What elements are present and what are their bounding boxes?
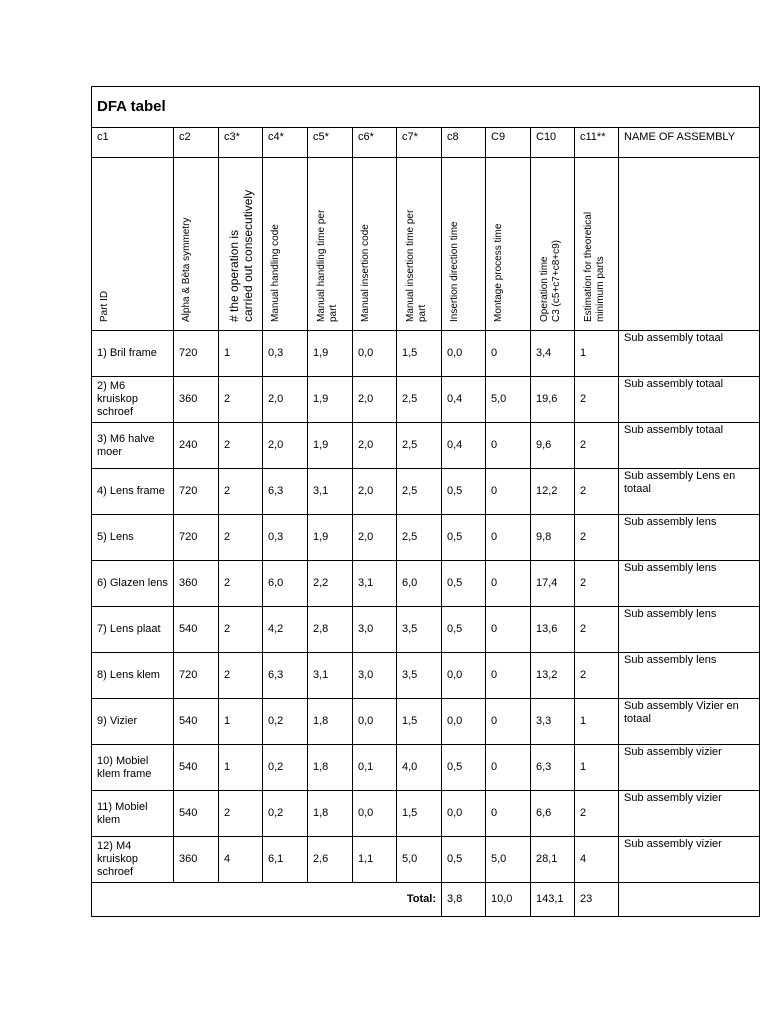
value-cell: 2 xyxy=(575,515,619,561)
total-value: 3,8 xyxy=(442,883,486,917)
total-value: 10,0 xyxy=(486,883,531,917)
value-cell: 360 xyxy=(174,561,219,607)
value-cell: 13,2 xyxy=(531,653,575,699)
table-row xyxy=(92,377,760,423)
column-header-line: part xyxy=(328,304,339,322)
total-label: Total: xyxy=(92,883,442,917)
column-header-label xyxy=(316,210,340,322)
value-cell: 0 xyxy=(486,331,531,377)
column-header-line: Part ID xyxy=(99,290,110,322)
dfa-page xyxy=(91,86,759,917)
column-header-line: # the operation is xyxy=(227,229,241,322)
value-cell: 2 xyxy=(575,607,619,653)
value-cell: 2 xyxy=(219,469,263,515)
value-cell: 2 xyxy=(575,561,619,607)
assembly-name-cell: Sub assembly lens xyxy=(619,607,760,653)
value-cell: 1,1 xyxy=(353,837,397,883)
value-cell: 0 xyxy=(486,699,531,745)
value-cell: 0,0 xyxy=(353,699,397,745)
column-header-row xyxy=(92,158,760,331)
column-code: c1 xyxy=(92,128,174,158)
value-cell: 0,0 xyxy=(353,791,397,837)
assembly-name-cell: Sub assembly lens xyxy=(619,653,760,699)
column-header xyxy=(92,158,174,331)
value-cell: 2,6 xyxy=(308,837,353,883)
value-cell: 1,9 xyxy=(308,331,353,377)
column-header xyxy=(442,158,486,331)
column-code: C10 xyxy=(531,128,575,158)
value-cell: 2,0 xyxy=(353,377,397,423)
value-cell: 0 xyxy=(486,469,531,515)
part-id-cell: 3) M6 halve moer xyxy=(92,423,174,469)
value-cell: 0,0 xyxy=(442,653,486,699)
table-row xyxy=(92,423,760,469)
value-cell: 240 xyxy=(174,423,219,469)
value-cell: 540 xyxy=(174,607,219,653)
value-cell: 2 xyxy=(575,377,619,423)
column-header-line: Manual handling code xyxy=(270,224,281,322)
value-cell: 3,1 xyxy=(353,561,397,607)
value-cell: 9,8 xyxy=(531,515,575,561)
value-cell: 360 xyxy=(174,377,219,423)
value-cell: 6,3 xyxy=(263,653,308,699)
assembly-name-cell: Sub assembly lens xyxy=(619,561,760,607)
column-header-line: part xyxy=(417,304,428,322)
column-header xyxy=(486,158,531,331)
value-cell: 1,5 xyxy=(397,791,442,837)
value-cell: 1 xyxy=(575,699,619,745)
column-header-line: Insertion direction time xyxy=(449,221,460,322)
value-cell: 360 xyxy=(174,837,219,883)
value-cell: 2,0 xyxy=(263,377,308,423)
value-cell: 540 xyxy=(174,745,219,791)
value-cell: 0,5 xyxy=(442,515,486,561)
assembly-name-cell: Sub assembly lens xyxy=(619,515,760,561)
value-cell: 2,8 xyxy=(308,607,353,653)
column-code: c5* xyxy=(308,128,353,158)
value-cell: 720 xyxy=(174,331,219,377)
value-cell: 1,9 xyxy=(308,515,353,561)
value-cell: 2 xyxy=(575,469,619,515)
value-cell: 19,6 xyxy=(531,377,575,423)
column-header xyxy=(531,158,575,331)
value-cell: 13,6 xyxy=(531,607,575,653)
column-header-line: Estimation for theoretical xyxy=(583,211,594,322)
value-cell: 2 xyxy=(219,653,263,699)
table-title: DFA tabel xyxy=(92,87,760,128)
value-cell: 6,3 xyxy=(263,469,308,515)
total-row xyxy=(92,883,760,917)
column-header-empty xyxy=(619,158,760,331)
part-id-cell: 4) Lens frame xyxy=(92,469,174,515)
table-row xyxy=(92,837,760,883)
value-cell: 0,3 xyxy=(263,331,308,377)
value-cell: 3,1 xyxy=(308,469,353,515)
value-cell: 2,5 xyxy=(397,377,442,423)
column-code: c11** xyxy=(575,128,619,158)
column-header-line: Montage process time xyxy=(493,223,504,322)
value-cell: 0,4 xyxy=(442,423,486,469)
value-cell: 1,8 xyxy=(308,791,353,837)
column-header-line: Operation time xyxy=(539,256,550,322)
value-cell: 5,0 xyxy=(397,837,442,883)
value-cell: 2 xyxy=(219,791,263,837)
value-cell: 2 xyxy=(219,561,263,607)
assembly-name-cell: Sub assembly vizier xyxy=(619,791,760,837)
part-id-cell: 10) Mobiel klem frame xyxy=(92,745,174,791)
value-cell: 0,5 xyxy=(442,745,486,791)
value-cell: 2,5 xyxy=(397,515,442,561)
value-cell: 2,0 xyxy=(353,469,397,515)
part-id-cell: 8) Lens klem xyxy=(92,653,174,699)
part-id-cell: 9) Vizier xyxy=(92,699,174,745)
value-cell: 6,0 xyxy=(263,561,308,607)
value-cell: 1 xyxy=(219,745,263,791)
value-cell: 0,2 xyxy=(263,791,308,837)
table-row xyxy=(92,469,760,515)
value-cell: 4 xyxy=(575,837,619,883)
column-code: c8 xyxy=(442,128,486,158)
column-code: c3* xyxy=(219,128,263,158)
value-cell: 720 xyxy=(174,469,219,515)
value-cell: 5,0 xyxy=(486,837,531,883)
value-cell: 6,1 xyxy=(263,837,308,883)
part-id-cell: 12) M4 kruiskop schroef xyxy=(92,837,174,883)
value-cell: 1 xyxy=(219,699,263,745)
value-cell: 1,8 xyxy=(308,699,353,745)
value-cell: 2,0 xyxy=(353,423,397,469)
value-cell: 0 xyxy=(486,745,531,791)
value-cell: 6,6 xyxy=(531,791,575,837)
value-cell: 1 xyxy=(219,331,263,377)
value-cell: 0,3 xyxy=(263,515,308,561)
value-cell: 0 xyxy=(486,515,531,561)
column-header-line: Alpha & Bèta symmetry xyxy=(181,217,192,322)
value-cell: 28,1 xyxy=(531,837,575,883)
total-value xyxy=(619,883,760,917)
value-cell: 0,1 xyxy=(353,745,397,791)
value-cell: 1,5 xyxy=(397,331,442,377)
part-id-cell: 7) Lens plaat xyxy=(92,607,174,653)
column-header-line: Manual insertion time per xyxy=(405,209,416,322)
column-header xyxy=(219,158,263,331)
value-cell: 0,5 xyxy=(442,469,486,515)
value-cell: 6,3 xyxy=(531,745,575,791)
value-cell: 540 xyxy=(174,791,219,837)
part-id-cell: 5) Lens xyxy=(92,515,174,561)
value-cell: 0,0 xyxy=(442,791,486,837)
value-cell: 0 xyxy=(486,561,531,607)
column-header-label xyxy=(181,218,193,322)
table-row xyxy=(92,699,760,745)
value-cell: 1 xyxy=(575,331,619,377)
assembly-name-cell: Sub assembly totaal xyxy=(619,423,760,469)
value-cell: 3,0 xyxy=(353,653,397,699)
column-header-line: Manual insertion code xyxy=(360,224,371,322)
table-row xyxy=(92,653,760,699)
table-row xyxy=(92,331,760,377)
value-cell: 1 xyxy=(575,745,619,791)
value-cell: 0,0 xyxy=(442,331,486,377)
column-code: c4* xyxy=(263,128,308,158)
column-header xyxy=(174,158,219,331)
column-header-line: minimum parts xyxy=(595,256,606,322)
value-cell: 2 xyxy=(575,791,619,837)
table-row xyxy=(92,515,760,561)
value-cell: 0,0 xyxy=(353,331,397,377)
column-header-label xyxy=(583,212,607,322)
value-cell: 0 xyxy=(486,423,531,469)
value-cell: 4,2 xyxy=(263,607,308,653)
value-cell: 0,4 xyxy=(442,377,486,423)
value-cell: 3,1 xyxy=(308,653,353,699)
column-code: c6* xyxy=(353,128,397,158)
value-cell: 0,2 xyxy=(263,699,308,745)
part-id-cell: 11) Mobiel klem xyxy=(92,791,174,837)
value-cell: 5,0 xyxy=(486,377,531,423)
column-header-line: C3 (c5+c7+c8+c9) xyxy=(551,240,562,322)
value-cell: 2 xyxy=(575,653,619,699)
value-cell: 2,2 xyxy=(308,561,353,607)
value-cell: 4 xyxy=(219,837,263,883)
column-header-label xyxy=(405,210,429,322)
table-row xyxy=(92,561,760,607)
value-cell: 2,0 xyxy=(263,423,308,469)
dfa-table xyxy=(91,86,760,917)
column-header-label xyxy=(227,190,255,322)
assembly-name-cell: Sub assembly totaal xyxy=(619,377,760,423)
column-code: NAME OF ASSEMBLY xyxy=(619,128,760,158)
value-cell: 2 xyxy=(219,423,263,469)
value-cell: 540 xyxy=(174,699,219,745)
table-row xyxy=(92,791,760,837)
column-header-line: Manual handling time per xyxy=(316,209,327,322)
value-cell: 6,0 xyxy=(397,561,442,607)
value-cell: 0,2 xyxy=(263,745,308,791)
column-header xyxy=(397,158,442,331)
column-header-label xyxy=(99,291,111,322)
column-header xyxy=(263,158,308,331)
value-cell: 1,9 xyxy=(308,377,353,423)
value-cell: 2 xyxy=(219,515,263,561)
column-header-label xyxy=(270,224,282,322)
value-cell: 2,0 xyxy=(353,515,397,561)
column-header-label xyxy=(360,224,372,322)
column-header-label xyxy=(493,224,505,322)
part-id-cell: 1) Bril frame xyxy=(92,331,174,377)
value-cell: 720 xyxy=(174,515,219,561)
column-header xyxy=(308,158,353,331)
table-row xyxy=(92,745,760,791)
value-cell: 1,8 xyxy=(308,745,353,791)
value-cell: 0,5 xyxy=(442,561,486,607)
column-code: c2 xyxy=(174,128,219,158)
column-code: c7* xyxy=(397,128,442,158)
table-row xyxy=(92,607,760,653)
value-cell: 0 xyxy=(486,791,531,837)
column-header-line: carried out consecutively xyxy=(241,189,255,322)
column-header-label xyxy=(539,240,563,322)
part-id-cell: 2) M6 kruiskop schroef xyxy=(92,377,174,423)
assembly-name-cell: Sub assembly Lens en totaal xyxy=(619,469,760,515)
value-cell: 3,5 xyxy=(397,653,442,699)
value-cell: 2 xyxy=(219,377,263,423)
assembly-name-cell: Sub assembly Vizier en totaal xyxy=(619,699,760,745)
value-cell: 12,2 xyxy=(531,469,575,515)
column-header-label xyxy=(449,221,461,322)
column-code-row xyxy=(92,128,760,158)
value-cell: 3,0 xyxy=(353,607,397,653)
value-cell: 3,4 xyxy=(531,331,575,377)
value-cell: 3,5 xyxy=(397,607,442,653)
total-value: 23 xyxy=(575,883,619,917)
value-cell: 2,5 xyxy=(397,469,442,515)
value-cell: 720 xyxy=(174,653,219,699)
column-header xyxy=(575,158,619,331)
value-cell: 17,4 xyxy=(531,561,575,607)
value-cell: 2 xyxy=(575,423,619,469)
value-cell: 4,0 xyxy=(397,745,442,791)
value-cell: 2 xyxy=(219,607,263,653)
value-cell: 3,3 xyxy=(531,699,575,745)
value-cell: 9,6 xyxy=(531,423,575,469)
value-cell: 0,5 xyxy=(442,607,486,653)
value-cell: 0,0 xyxy=(442,699,486,745)
assembly-name-cell: Sub assembly totaal xyxy=(619,331,760,377)
value-cell: 0 xyxy=(486,653,531,699)
value-cell: 0,5 xyxy=(442,837,486,883)
value-cell: 1,5 xyxy=(397,699,442,745)
value-cell: 2,5 xyxy=(397,423,442,469)
value-cell: 0 xyxy=(486,607,531,653)
assembly-name-cell: Sub assembly vizier xyxy=(619,745,760,791)
total-value: 143,1 xyxy=(531,883,575,917)
column-code: C9 xyxy=(486,128,531,158)
value-cell: 1,9 xyxy=(308,423,353,469)
assembly-name-cell: Sub assembly vizier xyxy=(619,837,760,883)
column-header xyxy=(353,158,397,331)
part-id-cell: 6) Glazen lens xyxy=(92,561,174,607)
